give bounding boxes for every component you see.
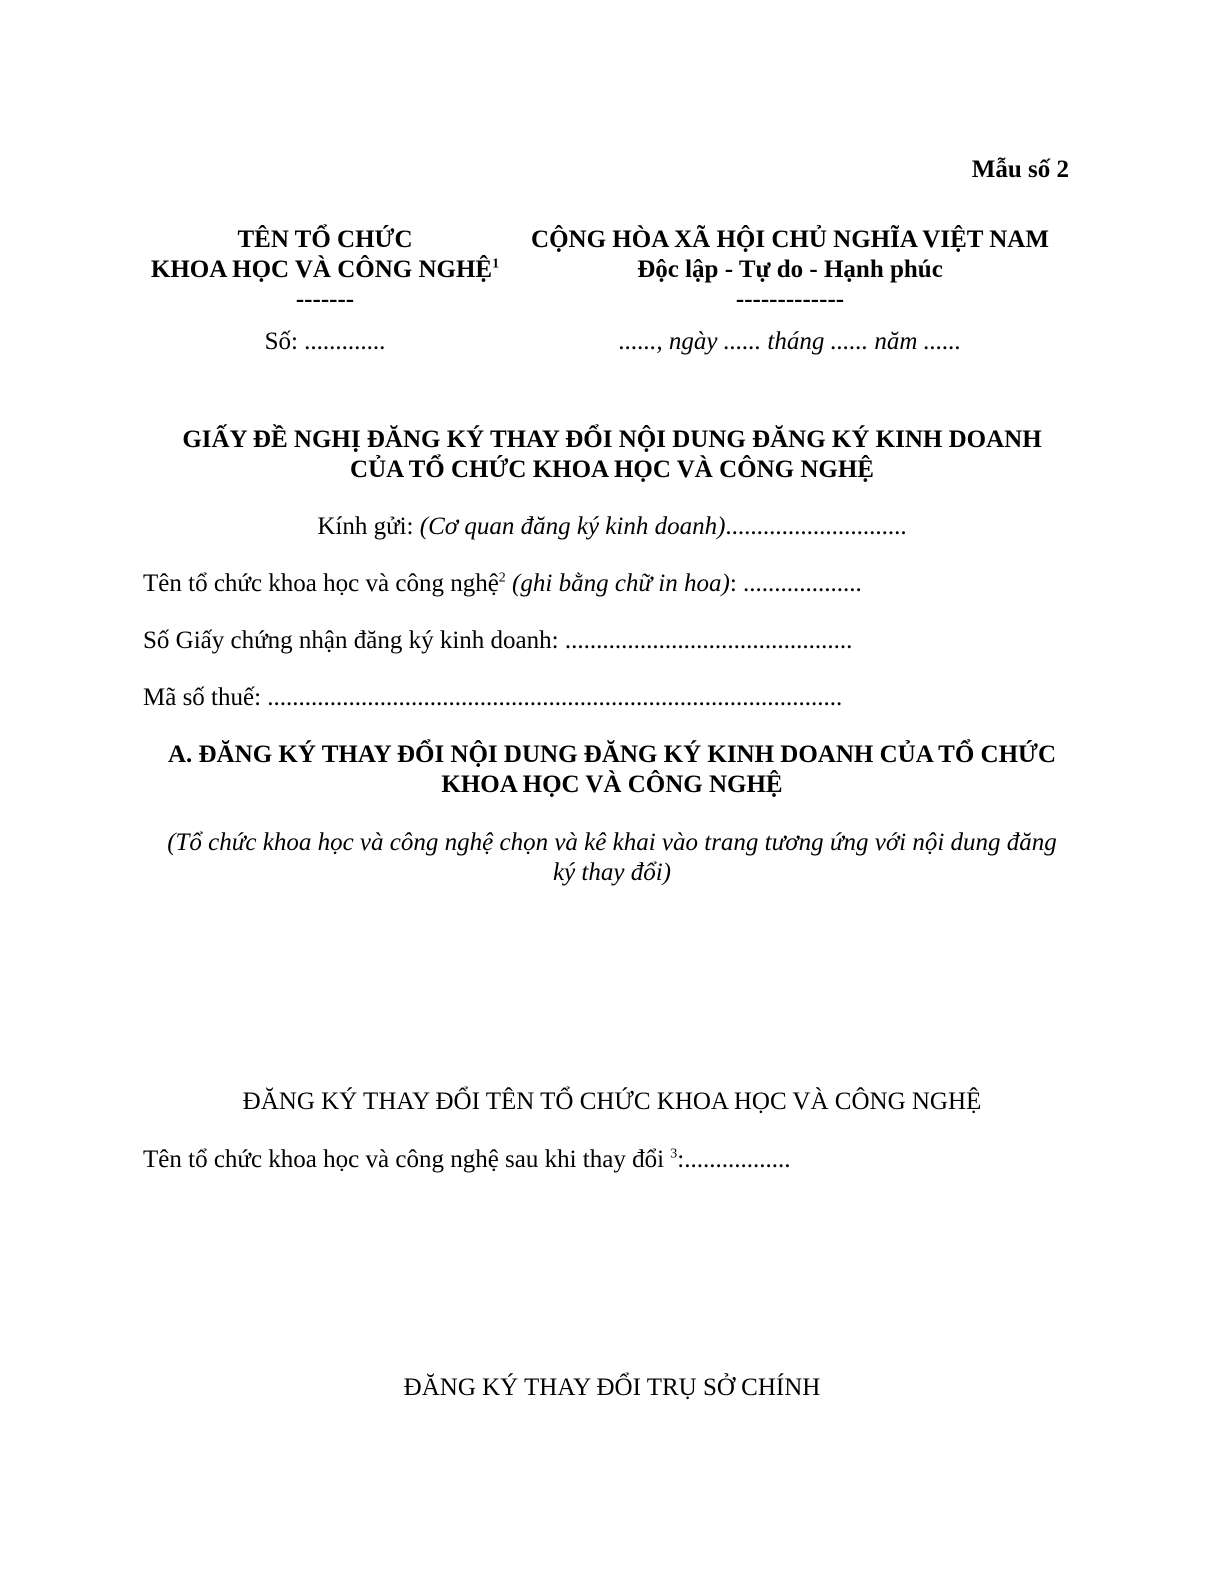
change-name-heading: ĐĂNG KÝ THAY ĐỔI TÊN TỔ CHỨC KHOA HỌC VÀ CÔNG NGHỆ (242, 1088, 982, 1115)
org-name-header-line2 (130, 256, 520, 284)
recipient-dots: ............................. (725, 513, 907, 540)
section-a-instruction-line2: ký thay đổi) (552, 859, 671, 886)
new-org-name-label: Tên tổ chức khoa học và công nghệ sau khi thay đổi (143, 1146, 671, 1173)
date-line: ......, ngày ...... tháng ...... năm ...... (618, 328, 962, 355)
new-org-name-dots: :................. (677, 1146, 791, 1173)
certificate-number-field: Số Giấy chứng nhận đăng ký kinh doanh: .............................................. (143, 627, 853, 654)
tax-code-field: Mã số thuế: ............................................................................................ (143, 684, 843, 711)
document-title-line2: CỦA TỔ CHỨC KHOA HỌC VÀ CÔNG NGHỆ (350, 456, 874, 483)
section-a-title-line2: KHOA HỌC VÀ CÔNG NGHỆ (441, 771, 783, 798)
footnote-marker: 1 (492, 256, 500, 272)
document-title-line1: GIẤY ĐỀ NGHỊ ĐĂNG KÝ THAY ĐỔI NỘI DUNG ĐĂNG KÝ KINH DOANH (182, 426, 1042, 453)
header-right-rule: ------------- (735, 286, 845, 313)
form-number: Mẫu số 2 (971, 156, 1069, 183)
change-hq-heading: ĐĂNG KÝ THAY ĐỔI TRỤ SỞ CHÍNH (403, 1374, 821, 1401)
section-a-title-line1: A. ĐĂNG KÝ THAY ĐỔI NỘI DUNG ĐĂNG KÝ KINH DOANH CỦA TỔ CHỨC (167, 741, 1057, 768)
org-name-header-text: KHOA HỌC VÀ CÔNG NGHỆ (150, 256, 493, 283)
new-org-name-field (143, 1146, 791, 1174)
header-left-rule: ------- (295, 286, 355, 313)
recipient-label: Kính gửi: (317, 513, 420, 540)
footnote-marker: 3 (670, 1146, 678, 1162)
org-name-dots: : ................... (729, 570, 862, 597)
document-number: Số: ............. (264, 328, 386, 355)
national-title: CỘNG HÒA XÃ HỘI CHỦ NGHĨA VIỆT NAM (531, 226, 1049, 253)
section-a-instruction-line1: (Tổ chức khoa học và công nghệ chọn và kê khai vào trang tương ứng với nội dung đăng (167, 829, 1057, 856)
org-name-label: Tên tổ chức khoa học và công nghệ (143, 570, 499, 597)
org-name-header-line1: TÊN TỔ CHỨC (237, 226, 413, 253)
org-name-hint: (ghi bằng chữ in hoa) (505, 570, 730, 597)
national-motto: Độc lập - Tự do - Hạnh phúc (637, 256, 943, 283)
footnote-marker: 2 (498, 570, 506, 586)
recipient-value: (Cơ quan đăng ký kinh doanh) (419, 513, 726, 540)
recipient-line (60, 513, 1164, 541)
org-name-field (143, 570, 862, 598)
